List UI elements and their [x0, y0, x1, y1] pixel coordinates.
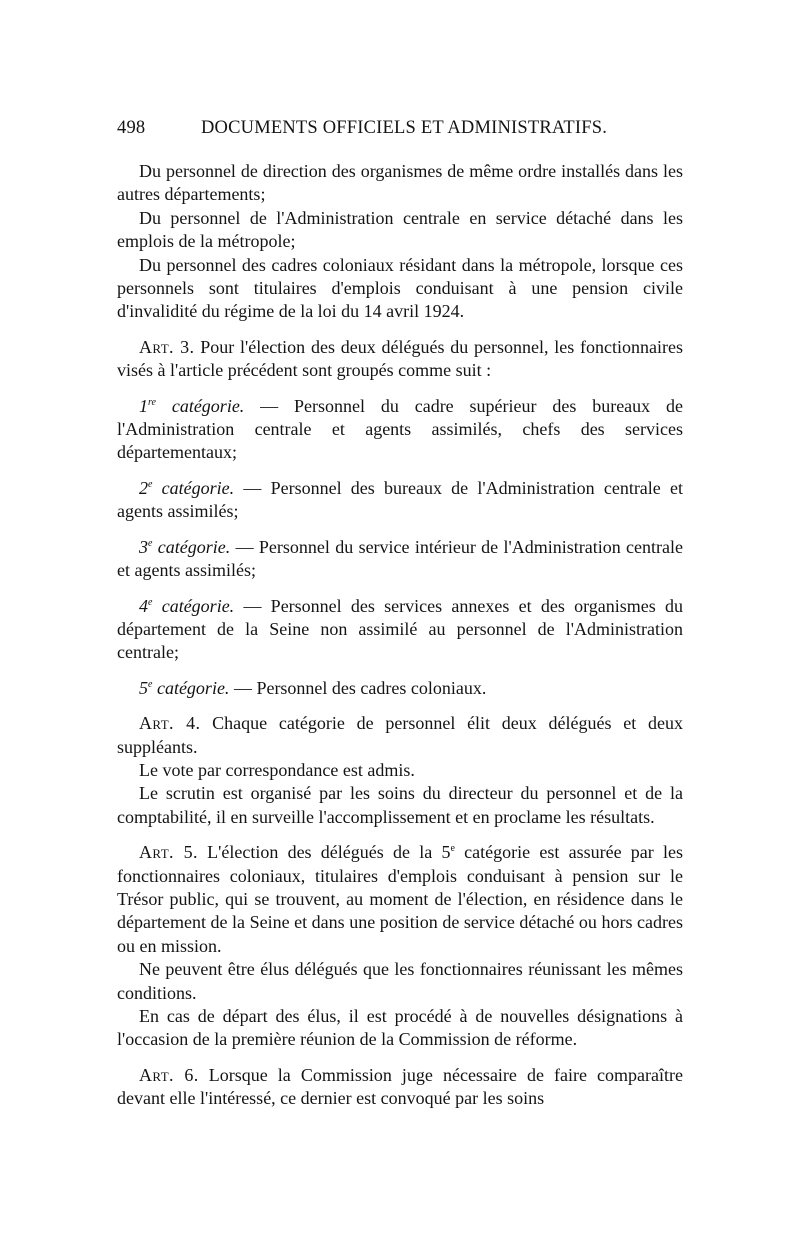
category-5-label: [139, 678, 229, 698]
category-4-suffix: e: [148, 596, 153, 608]
category-3-suffix: e: [148, 537, 153, 549]
running-title: DOCUMENTS OFFICIELS ET ADMINISTRATIFS.: [201, 118, 608, 138]
category-2-word: catégorie.: [161, 477, 235, 498]
category-5-word: catégorie.: [156, 677, 230, 698]
article-5-suffix: e: [450, 843, 455, 855]
category-3-number: 3: [139, 536, 148, 557]
category-1: [117, 395, 683, 465]
article-4-text: Chaque catégorie de personnel élit deux délégués et deux suppléants.: [117, 713, 684, 757]
category-3: [117, 536, 683, 583]
article-5-text-after: catégorie est assurée par les fonctionnaires coloniaux, titulaires d'emplois conduisant à pension sur le Trésor public, qui se trouvent, au moment de l'élection, en résidence dans le département de la Seine et dans une position de service détaché ou hors cadres ou en mission.: [117, 842, 684, 956]
article-4-label: Art. 4.: [139, 713, 201, 734]
article-6: [117, 1064, 683, 1111]
paragraph-depart: En cas de départ des élus, il est procédé à de nouvelles désignations à l'occasion de la première réunion de la Commission de réforme.: [117, 1006, 683, 1050]
document-page: [117, 118, 683, 1111]
category-4-word: catégorie.: [161, 595, 235, 616]
article-4: [117, 712, 683, 759]
paragraph-administration: Du personnel de l'Administration centrale en service détaché dans les emplois de la métropole;: [117, 207, 683, 252]
category-5-text: — Personnel des cadres coloniaux.: [233, 677, 487, 698]
article-6-label: Art. 6.: [139, 1064, 199, 1085]
category-3-text: — Personnel du service intérieur de l'Administration centrale et agents assimilés;: [117, 536, 683, 581]
article-3-label: Art. 3.: [139, 336, 195, 357]
category-2-text: — Personnel des bureaux de l'Administration centrale et agents assimilés;: [117, 477, 683, 522]
category-5-number: 5: [139, 677, 148, 698]
category-2-suffix: e: [148, 478, 153, 490]
category-3-label: [139, 537, 230, 557]
page-header: [117, 118, 683, 148]
body-text: [117, 160, 683, 1111]
category-4-label: [139, 596, 234, 616]
paragraph-elus: Ne peuvent être élus délégués que les fonctionnaires réunissant les mêmes conditions.: [117, 959, 683, 1003]
paragraph-vote: Le vote par correspondance est admis.: [139, 759, 415, 780]
category-1-number: 1: [139, 395, 148, 416]
article-5: [117, 841, 683, 958]
category-5-suffix: e: [148, 678, 153, 690]
category-1-suffix: re: [148, 396, 156, 408]
category-2-number: 2: [139, 477, 148, 498]
page-number: 498: [117, 118, 146, 138]
category-1-text: — Personnel du cadre supérieur des bureaux de l'Administration centrale et agents assimilés, chefs des services départementaux;: [117, 395, 684, 463]
category-4-number: 4: [139, 595, 148, 616]
category-3-word: catégorie.: [157, 536, 231, 557]
category-1-word: catégorie.: [171, 395, 245, 416]
paragraph-scrutin: Le scrutin est organisé par les soins du directeur du personnel et de la comptabilité, il en surveille l'accomplissement et en proclame les résultats.: [117, 783, 683, 827]
category-4: [117, 595, 683, 665]
category-2-label: [139, 478, 234, 498]
category-1-label: [139, 396, 244, 416]
article-3: [117, 336, 683, 383]
paragraph-cadres: Du personnel des cadres coloniaux résidant dans la métropole, lorsque ces personnels sont titulaires d'emplois conduisant à une pension civile d'invalidité du régime de la loi du 14 avril 1924.: [117, 254, 683, 322]
article-6-text: Lorsque la Commission juge nécessaire de faire comparaître devant elle l'intéressé, ce dernier est convoqué par les soins: [117, 1064, 683, 1109]
paragraph-direction: Du personnel de direction des organismes de même ordre installés dans les autres départements;: [117, 161, 683, 205]
article-5-label: Art. 5.: [139, 842, 198, 863]
category-2: [117, 477, 683, 524]
category-4-text: — Personnel des services annexes et des organismes du département de la Seine non assimilé au personnel de l'Administration centrale;: [117, 595, 683, 663]
article-5-text-before: L'élection des délégués de la 5: [207, 842, 451, 863]
category-5: [117, 677, 683, 700]
article-3-text: Pour l'élection des deux délégués du personnel, les fonctionnaires visés à l'article précédent sont groupés comme suit :: [117, 336, 683, 381]
